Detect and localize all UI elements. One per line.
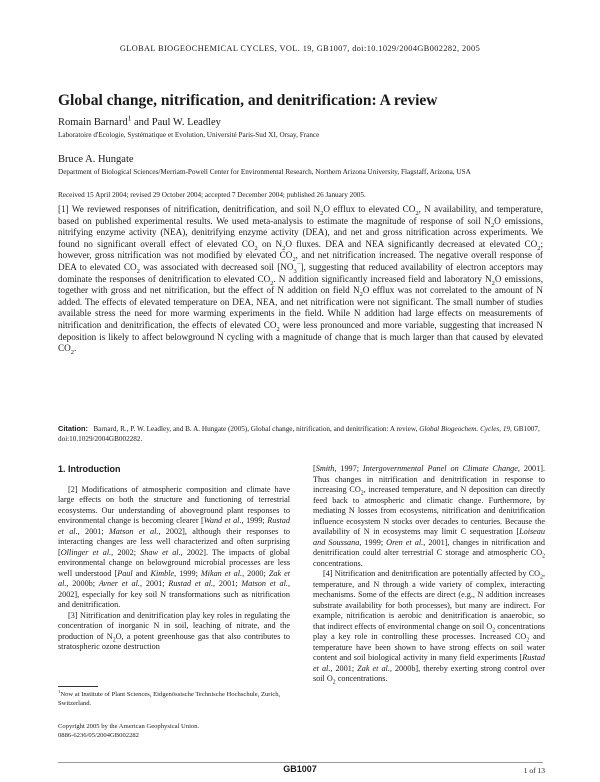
author-hungate: Bruce A. Hungate [58, 154, 134, 165]
abstract: [1] We reviewed responses of nitrification, denitrification, and soil $N_2O$ efflux to elevated $CO_2$, N availability, and temperature, based on published experimental results. We used meta-analysis to estimate the magnitude of response of soil $N_2O$ emissions, nitrifying enzyme activity (NEA), denitrifying enzyme activity (DEA), and net and gross nitrification across experiments. We found no significant overall effect of elevated $CO_2$ on $N_2O$ fluxes. DEA and NEA significantly decreased at elevated $CO_2$; however, gross nitrification was not modified by elevated $CO_2$, and net nitrification increased. The negative overall response of DEA to elevated $CO_2$ was associated with decreased soil $[NO_3^-]$, suggesting that reduced availability of electron acceptors may dominate the responses of denitrification to elevated $CO_2$. N addition significantly increased field and laboratory $N_2O$ emissions, together with gross and net nitrification, but the effect of N addition on field $N_2O$ efflux was not correlated to the amount of N added. The effects of elevated temperature on DEA, NEA, and net nitrification were not significant. The small number of studies available stress the need for more warming experiments in the field. While N addition had large effects on measurements of nitrification and denitrification, the effects of elevated $CO_2$ were less pronounced and more variable, suggesting that increased N deposition is likely to affect belowground N cycling with a magnitude of change that is much larger than that caused by elevated $CO_2$. [58, 204, 543, 356]
page-number: 1 of 13 [523, 766, 545, 775]
body-column-left: 1. Introduction [2] Modifications of atmospheric composition and climate have large effects on both the structure and functioning of terrestrial ecosystems. Our understanding of aboveground plant responses to environmental change is becoming clearer [Wand et al., 1999; Rustad et al., 2001; Matson et al., 2002], although their responses to interacting changes are less well characterized and often surprising [Ollinger et al., 2002; Shaw et al., 2002]. The impacts of global environmental change on belowground microbial processes are less well understood [Paul and Kimble, 1999; Mikan et al., 2000; Zak et al., 2000b; Avner et al., 2001; Rustad et al., 2001; Matson et al., 2002], especially for key soil N transformations such as nitrification and denitrification. [3] Nitrification and denitrification play key roles in regulating the concentration of inorganic N in soil, leaching of nitrate, and the production of $N_2O$, a potent greenhouse gas that also contributes to stratospheric ozone destruction [58, 464, 291, 651]
copyright-line: Copyright 2005 by the American Geophysical Union. [58, 723, 200, 730]
footnote-rule [58, 686, 98, 687]
footer-rule [58, 762, 543, 763]
citation-journal: Global Biogeochem. Cycles, 19, [419, 425, 512, 433]
footnote-text: Now at Institute of Plant Sciences, Eidgenössische Technische Hochschule, Zurich, Switzerland. [58, 691, 281, 707]
footnote-marker: 1 [58, 688, 61, 694]
authors-line [58, 113, 221, 128]
citation [58, 424, 543, 444]
body-column-right: [Smith, 1997; Intergovernmental Panel on Climate Change, 2001]. Thus changes in nitrification and denitrification in response to increasing $CO_2$, increased temperature, and N deposition can directly feed back to atmospheric and climatic change. Furthermore, by mediating N losses from ecosystems, nitrification and denitrification influence ecosystem N stocks over decades to centuries. Because the availability of N in ecosystems may limit C sequestration [Loiseau and Soussana, 1999; Oren et al., 2001], changes in nitrification and denitrification could alter terrestrial C storage and atmospheric $CO_2$ concentrations. [4] Nitrification and denitrification are potentially affected by $CO_2$, temperature, and N through a wide variety of complex, interacting mechanisms. Some of the effects are direct (e.g., N addition increases substrate availability for both processes), but many are indirect. For example, nitrification is aerobic and denitrification is anaerobic, so that indirect effects of environmental change on soil $O_2$ concentrations play a key role in controlling these processes. Increased $CO_2$ and temperature have been shown to have strong effects on soil water content and soil biological activity in many field experiments [Rustad et al., 2001; Zak et al., 2000b], thereby exerting strong control over soil $O_2$ concentrations. [313, 464, 546, 686]
abstract-paragraph-marker: [1] [58, 204, 69, 214]
paper-title: Global change, nitrification, and denitrification: A review [58, 92, 438, 109]
citation-label: Citation: [58, 424, 88, 433]
affiliation-1: Laboratoire d'Ecologie, Systématique et Evolution, Université Paris-Sud XI, Orsay, France [58, 131, 320, 139]
copyright-block [58, 722, 290, 740]
footnote [58, 690, 290, 708]
article-id: GB1007 [283, 764, 317, 774]
running-header: GLOBAL BIOGEOCHEMICAL CYCLES, VOL. 19, GB1007, doi:10.1029/2004GB002282, 2005 [119, 44, 481, 53]
doi-line: 0886-6236/05/2004GB002282 [58, 732, 139, 739]
footnote-ref: 1 [127, 113, 132, 123]
citation-tail: GB1007, doi:10.1029/2004GB002282. [58, 425, 540, 443]
author-leadley: and Paul W. Leadley [131, 117, 221, 128]
author-barnard: Romain Barnard [58, 117, 128, 128]
citation-text: Barnard, R., P. W. Leadley, and B. A. Hungate (2005), Global change, nitrification, and denitrification: A review, [93, 425, 418, 433]
affiliation-2: Department of Biological Sciences/Merriam-Powell Center for Environmental Research, Northern Arizona University, Flagstaff, Arizona, USA [58, 168, 471, 176]
section-heading: 1. Introduction [58, 464, 121, 474]
publication-dates: Received 15 April 2004; revised 29 October 2004; accepted 7 December 2004; published 26 January 2005. [58, 191, 366, 199]
